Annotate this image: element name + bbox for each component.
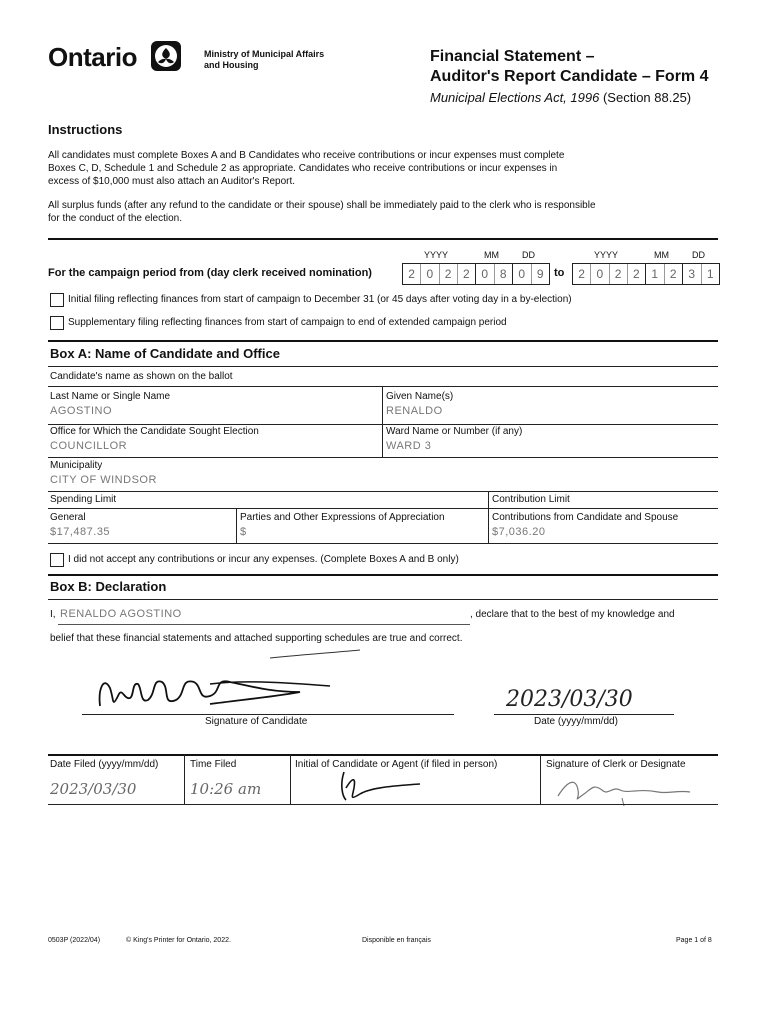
declaration-name-underline [58, 624, 470, 625]
form-title-line2: Auditor's Report Candidate – Form 4 [430, 68, 709, 85]
declaration-line2: belief that these financial statements and attached supporting schedules are true and correct. [50, 633, 463, 644]
no-contributions-label: I did not accept any contributions or incur any expenses. (Complete Boxes A and B only) [68, 554, 459, 565]
digit: 0 [591, 264, 609, 284]
to-day-boxes[interactable] [682, 263, 720, 285]
box-b-top-rule [48, 574, 718, 576]
digit: 2 [610, 264, 628, 284]
col-mm-to: MM [654, 250, 669, 260]
supplementary-filing-checkbox[interactable] [50, 316, 64, 330]
instructions-para2-line1: All surplus funds (after any refund to the candidate or their spouse) shall be immediately paid to the clerk who is responsible [48, 200, 596, 211]
digit: 8 [499, 267, 507, 281]
divider-general [236, 508, 237, 543]
declaration-name-field[interactable]: RENALDO AGOSTINO [60, 608, 182, 620]
ontario-trillium-icon [150, 40, 182, 72]
col-mm-from: MM [484, 250, 499, 260]
given-name-label: Given Name(s) [386, 391, 454, 402]
contributions-field[interactable]: $7,036.20 [492, 526, 546, 538]
time-filed-label: Time Filed [190, 759, 237, 770]
rule-name [48, 424, 718, 425]
initial-filing-checkbox[interactable] [50, 293, 64, 307]
candidate-signature-image [90, 648, 380, 718]
divider-office [382, 424, 383, 457]
clerk-table-top [48, 754, 718, 756]
rule-limit-sub [48, 508, 718, 509]
time-filed-handwritten[interactable]: 10:26 am [190, 780, 262, 798]
municipality-field[interactable]: CITY OF WINDSOR [50, 474, 157, 486]
ward-label: Ward Name or Number (if any) [386, 426, 523, 437]
declaration-suffix: , declare that to the best of my knowledge and [470, 609, 675, 620]
office-field[interactable]: COUNCILLOR [50, 440, 128, 452]
footer-french: Disponible en français [362, 937, 431, 944]
digit: 0 [476, 264, 495, 284]
clerk-col-1 [184, 754, 185, 804]
col-dd-from: DD [522, 250, 535, 260]
last-name-field[interactable]: AGOSTINO [50, 405, 113, 417]
date-filed-handwritten[interactable]: 2023/03/30 [50, 780, 137, 798]
no-contributions-checkbox[interactable] [50, 553, 64, 567]
clerk-table-bottom [48, 804, 718, 805]
contribution-limit-label: Contribution Limit [492, 494, 570, 505]
ballot-name-note: Candidate's name as shown on the ballot [50, 371, 233, 382]
to-year-boxes[interactable] [572, 263, 646, 285]
rule-municipality [48, 491, 718, 492]
to-month-boxes[interactable] [645, 263, 683, 285]
ward-field[interactable]: WARD 3 [386, 440, 432, 452]
to-label: to [554, 267, 565, 279]
municipality-label: Municipality [50, 460, 103, 471]
form-title-line1: Financial Statement – [430, 48, 595, 65]
instructions-para1-line3: excess of $10,000 must also attach an Auditor's Report. [48, 176, 296, 187]
rule-limit-bottom [48, 543, 718, 544]
digit: 2 [573, 264, 591, 284]
digit: 1 [706, 267, 714, 281]
parties-field[interactable]: $ [240, 526, 247, 538]
divider-top [48, 238, 718, 240]
act-name: Municipal Elections Act, 1996 [430, 90, 600, 105]
footer-copyright: © King's Printer for Ontario, 2022. [126, 937, 231, 944]
box-a-heading: Box A: Name of Candidate and Office [50, 346, 280, 361]
declaration-date-line [494, 714, 674, 715]
digit: 0 [421, 264, 439, 284]
ontario-wordmark: Ontario [48, 42, 137, 72]
declaration-prefix: I, [50, 609, 56, 620]
last-name-label: Last Name or Single Name [50, 391, 171, 402]
from-year-boxes[interactable] [402, 263, 476, 285]
digit: 2 [440, 264, 458, 284]
candidate-initial-image [330, 768, 450, 804]
box-b-heading-rule [48, 599, 718, 600]
general-field[interactable]: $17,487.35 [50, 526, 111, 538]
box-a-heading-rule [48, 366, 718, 367]
digit: 2 [463, 267, 470, 281]
col-dd-to: DD [692, 250, 705, 260]
supplementary-filing-label: Supplementary filing reflecting finances from start of campaign to end of extended campaign period [68, 317, 507, 328]
digit: 2 [403, 264, 421, 284]
declaration-date-label: Date (yyyy/mm/dd) [534, 716, 618, 727]
candidate-signature-label: Signature of Candidate [205, 716, 308, 727]
clerk-col-2 [290, 754, 291, 804]
instructions-para1-line2: Boxes C, D, Schedule 1 and Schedule 2 as appropriate. Candidates who receive contributions or incur expenses in [48, 163, 558, 174]
from-day-boxes[interactable] [512, 263, 550, 285]
act-reference [430, 90, 691, 105]
digit: 3 [683, 264, 702, 284]
rule-ballot [48, 386, 718, 387]
divider-name [382, 386, 383, 424]
campaign-period-label: For the campaign period from (day clerk received nomination) [48, 267, 372, 279]
ministry-line2: and Housing [204, 60, 259, 70]
candidate-signature-line [82, 714, 454, 715]
clerk-col-3 [540, 754, 541, 804]
box-b-heading: Box B: Declaration [50, 579, 167, 594]
digit: 9 [536, 267, 544, 281]
declaration-date-handwritten[interactable]: 2023/03/30 [506, 687, 633, 712]
digit: 2 [633, 267, 640, 281]
contributions-label: Contributions from Candidate and Spouse [492, 512, 679, 523]
rule-office [48, 457, 718, 458]
spending-limit-label: Spending Limit [50, 494, 117, 505]
clerk-signature-image [548, 772, 698, 806]
instructions-para2-line2: for the conduct of the election. [48, 213, 182, 224]
ministry-line1: Ministry of Municipal Affairs [204, 49, 325, 59]
footer-page-number: Page 1 of 8 [676, 937, 712, 944]
clerk-signature-label: Signature of Clerk or Designate [546, 759, 686, 770]
box-a-top-rule [48, 340, 718, 342]
initial-label: Initial of Candidate or Agent (if filed in person) [295, 759, 498, 770]
digit: 1 [646, 264, 665, 284]
instructions-heading: Instructions [48, 122, 123, 137]
footer-form-code: 0503P (2022/04) [48, 937, 101, 944]
instructions-para1-line1: All candidates must complete Boxes A and B Candidates who receive contributions or incur expenses must complete [48, 150, 565, 161]
office-label: Office for Which the Candidate Sought Election [50, 426, 259, 437]
given-name-field[interactable]: RENALDO [386, 405, 443, 417]
digit: 0 [513, 264, 532, 284]
divider-limit [488, 491, 489, 543]
digit: 2 [669, 267, 677, 281]
general-label: General [50, 512, 86, 523]
date-filed-label: Date Filed (yyyy/mm/dd) [50, 759, 159, 770]
initial-filing-label: Initial filing reflecting finances from start of campaign to December 31 (or 45 days after voting day in a by-election) [68, 294, 572, 305]
act-section: (Section 88.25) [602, 90, 692, 105]
col-yyyy-from: YYYY [424, 250, 449, 260]
from-month-boxes[interactable] [475, 263, 513, 285]
parties-label: Parties and Other Expressions of Appreciation [240, 512, 445, 523]
col-yyyy-to: YYYY [594, 250, 619, 260]
